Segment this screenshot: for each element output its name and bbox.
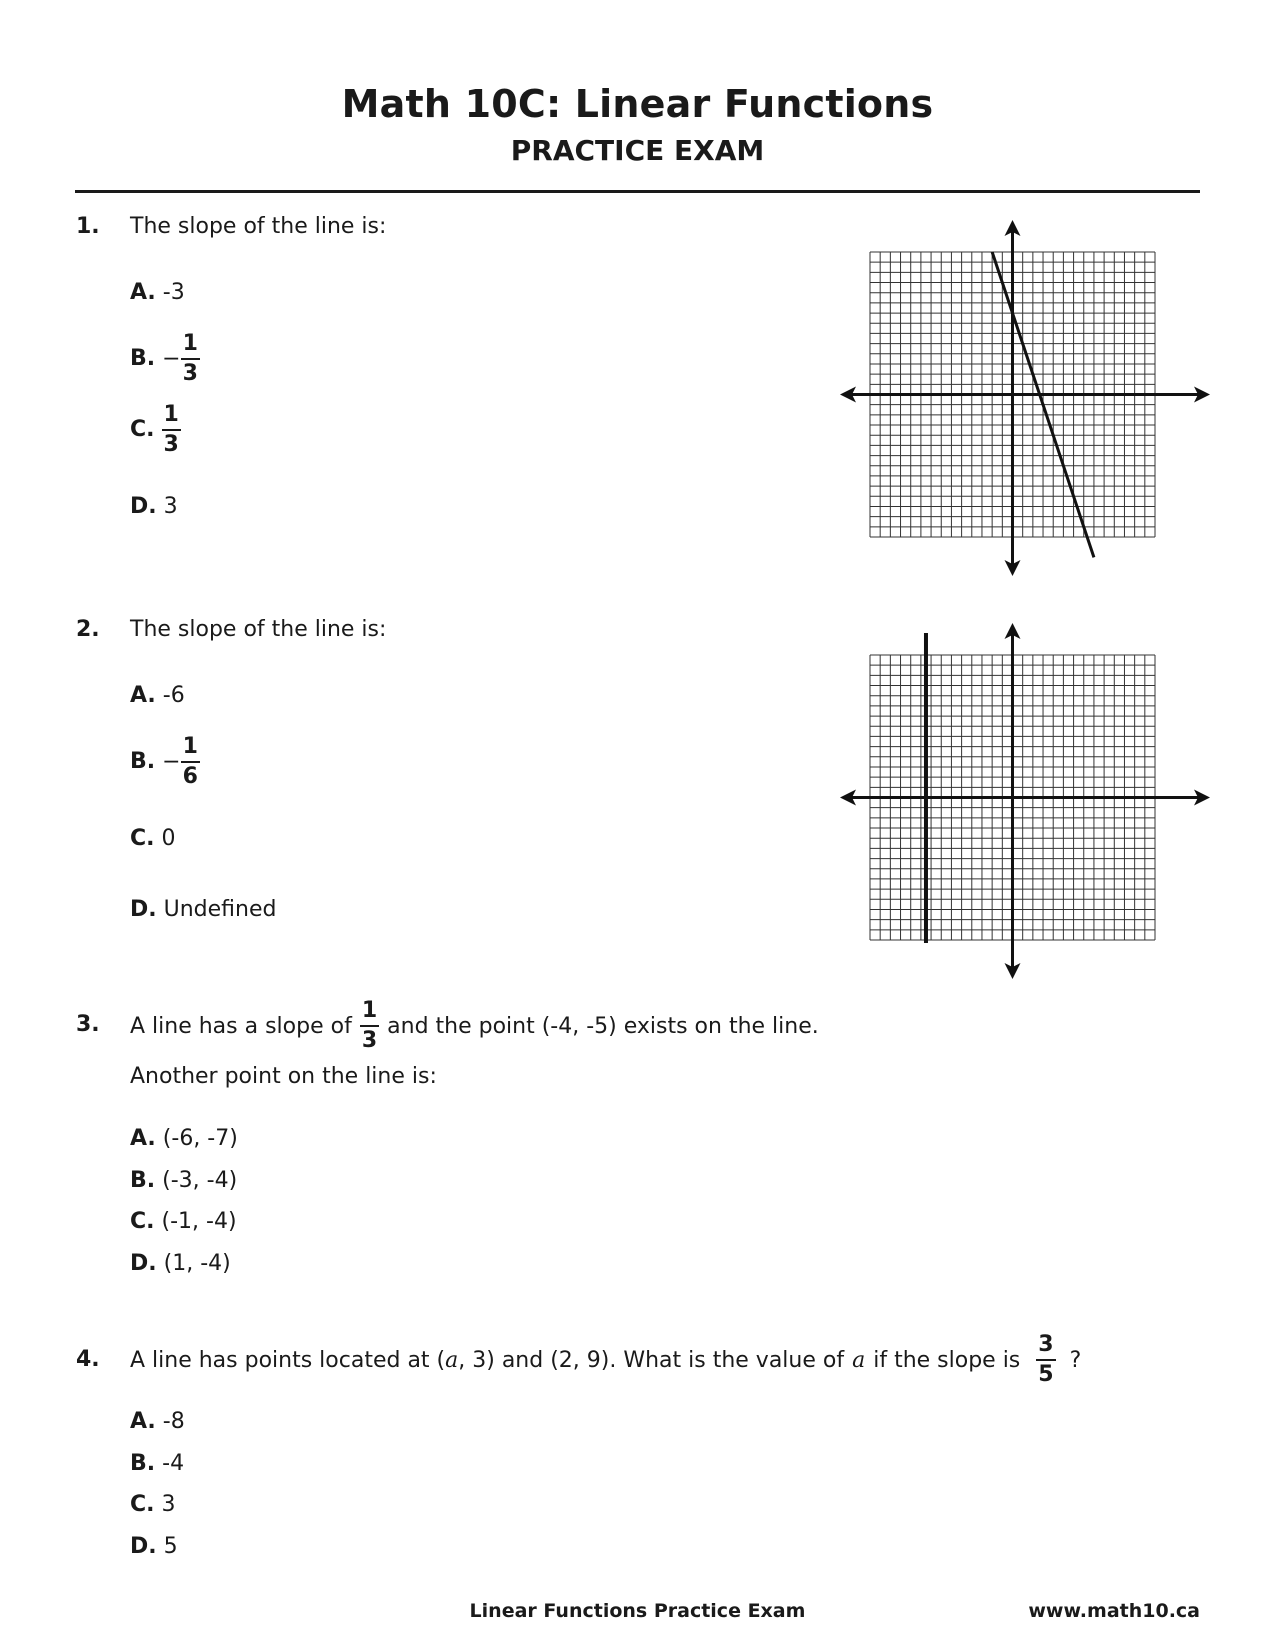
option-letter: A. xyxy=(130,683,156,708)
option-letter: D. xyxy=(130,897,157,922)
option-a[interactable] xyxy=(130,683,185,708)
option-d[interactable] xyxy=(130,1534,178,1559)
option-a[interactable] xyxy=(130,1409,185,1434)
question-number: 4. xyxy=(76,1347,100,1372)
option-letter: D. xyxy=(130,494,157,519)
option-value: 5 xyxy=(163,1534,178,1559)
q2-coordinate-graph xyxy=(840,623,1210,983)
option-b[interactable] xyxy=(130,736,200,788)
fraction-numerator: 1 xyxy=(360,1000,379,1027)
option-b[interactable] xyxy=(130,333,200,385)
fraction-denominator: 6 xyxy=(182,764,198,789)
question-number: 3. xyxy=(76,1012,100,1037)
fraction-numerator: 3 xyxy=(1036,1334,1055,1361)
footer-title: Linear Functions Practice Exam xyxy=(469,1600,806,1622)
question-text xyxy=(130,1330,1081,1390)
option-b[interactable] xyxy=(130,1451,184,1476)
question-text xyxy=(130,996,819,1056)
page-subtitle: PRACTICE EXAM xyxy=(510,134,765,167)
fraction-denominator: 3 xyxy=(182,361,198,386)
option-a[interactable] xyxy=(130,280,185,305)
footer-website: www.math10.ca xyxy=(1028,1600,1200,1622)
fraction-denominator: 3 xyxy=(361,1028,378,1053)
option-value: -3 xyxy=(162,280,185,305)
option-value: -6 xyxy=(162,683,185,708)
question-text: The slope of the line is: xyxy=(130,214,387,239)
option-letter: C. xyxy=(130,1492,155,1517)
question-number: 2. xyxy=(76,617,100,642)
slope-fraction xyxy=(360,1000,379,1052)
option-value: (-3, -4) xyxy=(162,1168,238,1193)
option-letter: B. xyxy=(130,749,156,774)
option-a[interactable] xyxy=(130,1126,238,1151)
option-letter: C. xyxy=(130,826,155,851)
option-letter: B. xyxy=(130,346,156,371)
fraction-numerator: 1 xyxy=(181,333,200,360)
option-letter: D. xyxy=(130,1534,157,1559)
option-value: -4 xyxy=(162,1451,185,1476)
option-value: (1, -4) xyxy=(163,1251,231,1276)
option-c[interactable] xyxy=(130,1492,176,1517)
question-number: 1. xyxy=(76,214,100,239)
minus-sign: − xyxy=(162,749,181,775)
option-value: Undefined xyxy=(163,897,277,922)
question-text-part2: , 3) and (2, 9). What is the value of xyxy=(458,1347,845,1373)
option-value: -8 xyxy=(162,1409,185,1434)
option-letter: B. xyxy=(130,1451,156,1476)
slope-fraction xyxy=(1036,1334,1055,1386)
question-text-part4: ? xyxy=(1069,1347,1082,1373)
option-letter: B. xyxy=(130,1168,156,1193)
q1-coordinate-graph xyxy=(840,220,1210,580)
fraction xyxy=(162,404,181,456)
option-letter: C. xyxy=(130,1209,155,1234)
option-value: 3 xyxy=(161,1492,176,1517)
option-d[interactable] xyxy=(130,1251,231,1276)
minus-sign: − xyxy=(162,346,181,372)
option-value: 0 xyxy=(161,826,176,851)
option-value: 3 xyxy=(163,494,178,519)
fraction xyxy=(181,333,200,385)
option-letter: A. xyxy=(130,1126,156,1151)
fraction-denominator: 5 xyxy=(1038,1362,1054,1387)
question-text-line2: Another point on the line is: xyxy=(130,1064,437,1089)
option-d[interactable] xyxy=(130,494,178,519)
fraction-denominator: 3 xyxy=(163,432,179,457)
variable-a: a xyxy=(852,1347,866,1373)
fraction-numerator: 1 xyxy=(162,404,181,431)
option-letter: A. xyxy=(130,280,156,305)
option-value: (-1, -4) xyxy=(161,1209,237,1234)
question-text-before: A line has a slope of xyxy=(130,1013,352,1039)
option-b[interactable] xyxy=(130,1168,237,1193)
fraction-numerator: 1 xyxy=(181,736,200,763)
option-c[interactable] xyxy=(130,826,176,851)
option-letter: D. xyxy=(130,1251,157,1276)
question-text-part1: A line has points located at ( xyxy=(130,1347,446,1373)
option-value: (-6, -7) xyxy=(162,1126,238,1151)
option-c[interactable] xyxy=(130,1209,237,1234)
header-divider xyxy=(75,190,1200,193)
fraction xyxy=(181,736,200,788)
page-title: Math 10C: Linear Functions xyxy=(341,82,934,126)
question-text: The slope of the line is: xyxy=(130,617,387,642)
option-d[interactable] xyxy=(130,897,276,922)
option-letter: C. xyxy=(130,417,155,442)
option-c[interactable] xyxy=(130,404,181,456)
question-text-after: and the point (-4, -5) exists on the line. xyxy=(387,1013,819,1039)
variable-a: a xyxy=(445,1347,459,1373)
question-text-part3: if the slope is xyxy=(873,1347,1021,1373)
option-letter: A. xyxy=(130,1409,156,1434)
